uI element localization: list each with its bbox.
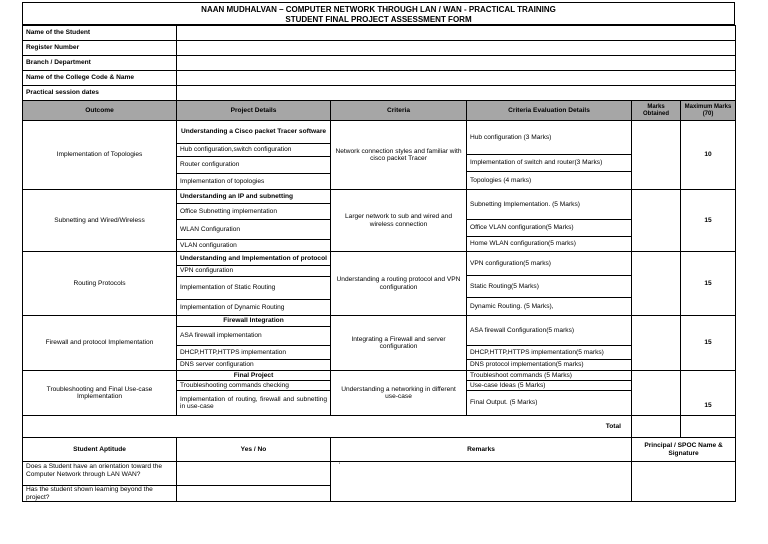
detail-item: Troubleshooting commands checking	[177, 381, 330, 391]
label-student-name: Name of the Student	[23, 26, 177, 41]
total-obtained-cell[interactable]	[632, 416, 681, 438]
detail-item: WLAN Configuration	[177, 220, 330, 240]
evaluation-item: Subnetting Implementation. (5 Marks)	[467, 190, 631, 220]
detail-item: ASA firewall implementation	[177, 327, 330, 346]
table-row	[23, 190, 736, 252]
evaluation-item: ASA firewall Configuration(5 marks)	[467, 316, 631, 346]
detail-item: Office Subnetting implementation	[177, 204, 330, 220]
aptitude-answer-2[interactable]	[177, 486, 331, 502]
evaluation-item: VPN configuration(5 marks)	[467, 252, 631, 276]
detail-heading: Understanding a Cisco packet Tracer software	[177, 121, 330, 144]
aptitude-col-signature: Principal / SPOC Name & Signature	[632, 438, 736, 462]
evaluation-item: DHCP,HTTP,HTTPS implementation(5 marks)	[467, 346, 631, 360]
table-row	[23, 316, 736, 371]
table-row	[23, 121, 736, 190]
detail-item: DHCP,HTTP,HTTPS implementation	[177, 346, 330, 360]
detail-item: Router configuration	[177, 157, 330, 174]
detail-heading: Firewall Integration	[177, 316, 330, 327]
evaluation-item: Static Routing(5 Marks)	[467, 276, 631, 298]
evaluation-item: Use-case Ideas (5 Marks)	[467, 381, 631, 391]
col-evaluation: Criteria Evaluation Details	[467, 101, 632, 121]
branch-field[interactable]	[177, 56, 736, 71]
detail-heading: Understanding and Implementation of protocol	[177, 252, 330, 266]
aptitude-col-remarks: Remarks	[331, 438, 632, 462]
criteria-cell: Network connection styles and familiar with cisco packet Tracer	[331, 121, 467, 190]
detail-heading: Understanding an IP and subnetting	[177, 190, 330, 204]
evaluation-item: DNS protocol implementation(5 marks)	[470, 361, 584, 369]
criteria-cell: Understanding a networking in different use-case	[331, 371, 467, 416]
aptitude-col-label: Student Aptitude	[23, 438, 177, 462]
assessment-form	[22, 2, 735, 502]
max-marks-cell: 15	[681, 190, 736, 252]
detail-item: Implementation of Static Routing	[177, 277, 330, 300]
col-criteria: Criteria	[331, 101, 467, 121]
marks-obtained-cell[interactable]	[632, 252, 681, 316]
outcome-cell: Implementation of Topologies	[23, 121, 177, 190]
max-marks-cell: 15	[681, 252, 736, 316]
marks-obtained-cell[interactable]	[632, 371, 681, 416]
assessment-table	[22, 25, 736, 502]
table-row	[23, 371, 736, 416]
marks-obtained-cell[interactable]	[632, 121, 681, 190]
outcome-cell: Routing Protocols	[23, 252, 177, 316]
aptitude-col-yesno: Yes / No	[177, 438, 331, 462]
detail-item: Implementation of topologies	[180, 177, 265, 185]
session-dates-field[interactable]	[177, 86, 736, 101]
label-branch: Branch / Department	[23, 56, 177, 71]
aptitude-question-2: Has the student shown learning beyond the project?	[23, 486, 177, 502]
total-label: Total	[23, 416, 632, 438]
form-title-line1: NAAN MUDHALVAN – COMPUTER NETWORK THROUGH LAN / WAN - PRACTICAL TRAINING	[201, 5, 556, 14]
aptitude-question-1: Does a Student have an orientation toward the Computer Network through LAN WAN?	[23, 462, 177, 486]
evaluation-item: Office VLAN configuration(5 Marks)	[467, 220, 631, 237]
max-marks-cell: 15	[681, 316, 736, 371]
form-title-line2: STUDENT FINAL PROJECT ASSESSMENT FORM	[285, 15, 472, 24]
detail-item: Hub configuration,switch configuration	[177, 144, 330, 157]
evaluation-item: Hub configuration (3 Marks)	[467, 121, 631, 155]
evaluation-item: Implementation of switch and router(3 Marks)	[467, 155, 631, 172]
max-marks-cell: 15	[681, 371, 736, 416]
form-title	[22, 2, 735, 25]
student-name-field[interactable]	[177, 26, 736, 41]
outcome-cell: Firewall and protocol Implementation	[23, 316, 177, 371]
aptitude-answer-1[interactable]	[177, 462, 331, 486]
detail-item: VPN configuration	[177, 266, 330, 277]
label-session-dates: Practical session dates	[23, 86, 177, 101]
max-marks-cell: 10	[681, 121, 736, 190]
marks-obtained-cell[interactable]	[632, 190, 681, 252]
col-max-marks: Maximum Marks (70)	[681, 101, 736, 121]
college-field[interactable]	[177, 71, 736, 86]
detail-item: DNS server configuration	[180, 361, 254, 369]
detail-item: VLAN configuration	[180, 241, 237, 249]
evaluation-item: Home WLAN configuration(5 marks)	[470, 240, 576, 248]
table-row	[23, 252, 736, 316]
table-header-row	[23, 101, 736, 121]
remarks-mark: '	[339, 462, 341, 469]
detail-item: Implementation of Dynamic Routing	[180, 303, 285, 311]
signature-field[interactable]	[632, 462, 736, 502]
evaluation-item: Troubleshoot commands (5 Marks)	[467, 371, 631, 381]
detail-item: Implementation of routing, firewall and subnetting in use-case	[180, 395, 327, 410]
col-project-details: Project Details	[177, 101, 331, 121]
remarks-field[interactable]	[331, 462, 632, 502]
aptitude-header-row	[23, 438, 736, 462]
col-marks-obtained: Marks Obtained	[632, 101, 681, 121]
label-register-number: Register Number	[23, 41, 177, 56]
col-outcome: Outcome	[23, 101, 177, 121]
aptitude-row	[23, 462, 736, 486]
register-number-field[interactable]	[177, 41, 736, 56]
total-max-cell	[681, 416, 736, 438]
outcome-cell: Subnetting and Wired/Wireless	[23, 190, 177, 252]
criteria-cell: Larger network to sub and wired and wireless connection	[331, 190, 467, 252]
evaluation-item: Final Output. (5 Marks)	[470, 399, 538, 407]
detail-heading: Final Project	[177, 371, 330, 381]
evaluation-item: Dynamic Routing. (5 Marks),	[470, 302, 554, 310]
total-row	[23, 416, 736, 438]
criteria-cell: Integrating a Firewall and server configuration	[331, 316, 467, 371]
criteria-cell: Understanding a routing protocol and VPN configuration	[331, 252, 467, 316]
outcome-cell: Troubleshooting and Final Use-case Implementation	[23, 371, 177, 416]
label-college: Name of the College Code & Name	[23, 71, 177, 86]
marks-obtained-cell[interactable]	[632, 316, 681, 371]
evaluation-item: Topologies (4 marks)	[470, 176, 532, 184]
